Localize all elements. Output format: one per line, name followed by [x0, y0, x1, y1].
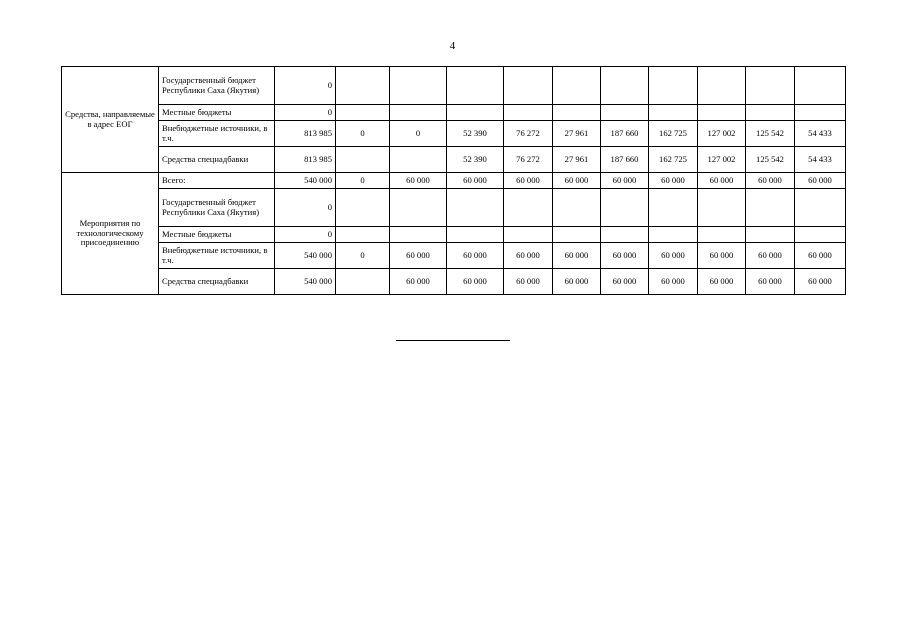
value-cell: 76 272 — [504, 147, 553, 173]
value-cell: 60 000 — [504, 243, 553, 269]
value-cell: 60 000 — [698, 173, 746, 189]
value-cell: 60 000 — [746, 243, 795, 269]
value-cell — [698, 227, 746, 243]
source-label: Средства спецнадбавки — [159, 147, 275, 173]
value-cell — [504, 227, 553, 243]
source-label: Внебюджетные источники, в т.ч. — [159, 121, 275, 147]
value-cell: 60 000 — [447, 243, 504, 269]
table-row — [62, 105, 846, 121]
value-cell: 125 542 — [746, 121, 795, 147]
value-cell — [390, 105, 447, 121]
value-cell: 52 390 — [447, 121, 504, 147]
value-cell — [649, 105, 698, 121]
value-cell — [390, 67, 447, 105]
table-row — [62, 173, 846, 189]
group-title: Средства, направляемые в адрес ЕОГ — [62, 67, 159, 173]
value-cell: 60 000 — [649, 173, 698, 189]
value-cell — [553, 189, 601, 227]
value-cell — [504, 105, 553, 121]
source-label: Государственный бюджет Республики Саха (Якутия) — [159, 67, 275, 105]
table-row — [62, 67, 846, 105]
value-cell: 60 000 — [601, 269, 649, 295]
value-cell — [698, 105, 746, 121]
value-cell — [698, 189, 746, 227]
value-cell: 60 000 — [553, 173, 601, 189]
value-cell: 60 000 — [601, 243, 649, 269]
value-cell — [746, 67, 795, 105]
total-cell: 0 — [275, 189, 336, 227]
table-row — [62, 147, 846, 173]
value-cell — [698, 67, 746, 105]
value-cell: 0 — [390, 121, 447, 147]
value-cell — [390, 189, 447, 227]
value-cell: 0 — [336, 121, 390, 147]
total-cell: 540 000 — [275, 173, 336, 189]
value-cell — [795, 227, 846, 243]
value-cell — [795, 189, 846, 227]
end-rule — [396, 340, 510, 341]
value-cell: 127 002 — [698, 147, 746, 173]
value-cell: 60 000 — [795, 243, 846, 269]
table-row — [62, 269, 846, 295]
value-cell: 60 000 — [601, 173, 649, 189]
value-cell — [601, 105, 649, 121]
group-title: Мероприятия по технологическому присоединению — [62, 173, 159, 295]
value-cell: 60 000 — [447, 173, 504, 189]
table-row — [62, 243, 846, 269]
value-cell: 27 961 — [553, 147, 601, 173]
value-cell — [336, 189, 390, 227]
value-cell: 60 000 — [504, 269, 553, 295]
value-cell: 60 000 — [698, 243, 746, 269]
value-cell — [447, 189, 504, 227]
value-cell: 60 000 — [504, 173, 553, 189]
value-cell: 125 542 — [746, 147, 795, 173]
source-label: Внебюджетные источники, в т.ч. — [159, 243, 275, 269]
table-row — [62, 121, 846, 147]
total-cell: 0 — [275, 227, 336, 243]
value-cell: 60 000 — [390, 269, 447, 295]
value-cell: 60 000 — [553, 269, 601, 295]
table-row — [62, 227, 846, 243]
value-cell: 0 — [336, 173, 390, 189]
value-cell: 0 — [336, 243, 390, 269]
value-cell: 60 000 — [447, 269, 504, 295]
value-cell: 187 660 — [601, 147, 649, 173]
value-cell — [390, 147, 447, 173]
value-cell — [553, 105, 601, 121]
value-cell — [553, 67, 601, 105]
source-label: Государственный бюджет Республики Саха (Якутия) — [159, 189, 275, 227]
value-cell: 60 000 — [795, 173, 846, 189]
total-cell: 0 — [275, 67, 336, 105]
value-cell — [746, 227, 795, 243]
value-cell: 162 725 — [649, 147, 698, 173]
source-label: Всего: — [159, 173, 275, 189]
value-cell — [649, 227, 698, 243]
value-cell — [746, 105, 795, 121]
source-label: Местные бюджеты — [159, 105, 275, 121]
value-cell — [390, 227, 447, 243]
value-cell — [601, 227, 649, 243]
value-cell: 52 390 — [447, 147, 504, 173]
value-cell: 54 433 — [795, 147, 846, 173]
value-cell — [447, 105, 504, 121]
total-cell: 540 000 — [275, 269, 336, 295]
source-label: Средства спецнадбавки — [159, 269, 275, 295]
table-row — [62, 189, 846, 227]
value-cell — [601, 67, 649, 105]
value-cell: 60 000 — [795, 269, 846, 295]
value-cell — [447, 227, 504, 243]
value-cell — [336, 269, 390, 295]
value-cell: 127 002 — [698, 121, 746, 147]
value-cell: 60 000 — [553, 243, 601, 269]
total-cell: 813 985 — [275, 121, 336, 147]
value-cell — [746, 189, 795, 227]
total-cell: 0 — [275, 105, 336, 121]
value-cell — [553, 227, 601, 243]
value-cell — [795, 105, 846, 121]
value-cell: 60 000 — [746, 269, 795, 295]
value-cell: 60 000 — [390, 243, 447, 269]
value-cell: 187 660 — [601, 121, 649, 147]
value-cell: 60 000 — [746, 173, 795, 189]
value-cell — [336, 147, 390, 173]
total-cell: 540 000 — [275, 243, 336, 269]
value-cell — [649, 67, 698, 105]
value-cell: 162 725 — [649, 121, 698, 147]
value-cell — [336, 67, 390, 105]
value-cell: 76 272 — [504, 121, 553, 147]
value-cell — [336, 105, 390, 121]
value-cell: 27 961 — [553, 121, 601, 147]
financing-table — [61, 66, 846, 295]
value-cell — [447, 67, 504, 105]
value-cell — [649, 189, 698, 227]
value-cell — [504, 67, 553, 105]
value-cell: 60 000 — [390, 173, 447, 189]
source-label: Местные бюджеты — [159, 227, 275, 243]
value-cell: 60 000 — [698, 269, 746, 295]
total-cell: 813 985 — [275, 147, 336, 173]
value-cell — [601, 189, 649, 227]
value-cell — [336, 227, 390, 243]
value-cell: 54 433 — [795, 121, 846, 147]
value-cell — [504, 189, 553, 227]
value-cell — [795, 67, 846, 105]
value-cell: 60 000 — [649, 243, 698, 269]
value-cell: 60 000 — [649, 269, 698, 295]
page-number: 4 — [449, 40, 456, 52]
